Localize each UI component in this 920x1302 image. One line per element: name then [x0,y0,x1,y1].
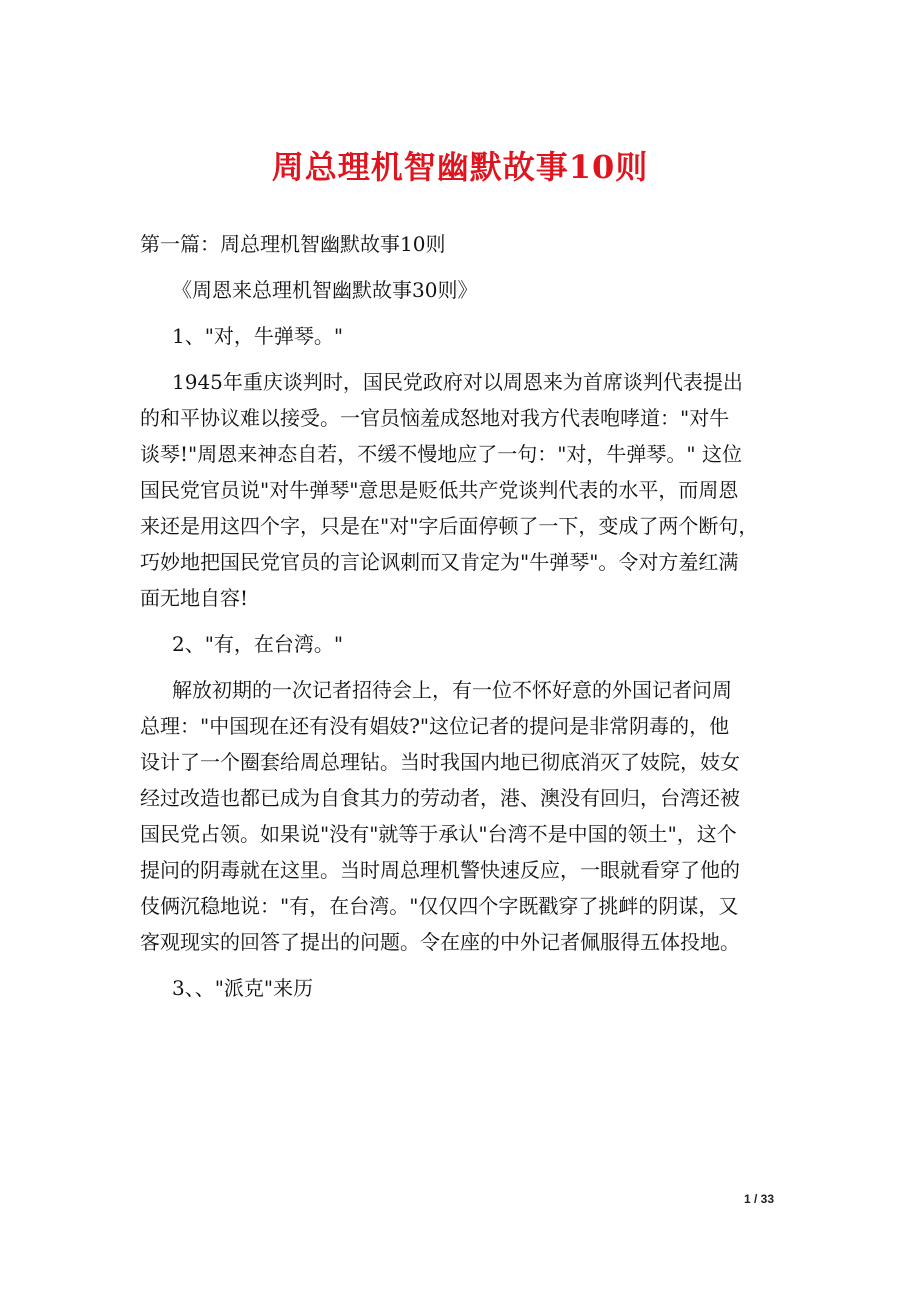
story-1-paragraph [140,364,790,616]
page-indicator: 1 / 33 [744,1192,775,1206]
story-2-line: 伎俩沉稳地说："有，在台湾。"仅仅四个字既戳穿了挑衅的阴谋，又 [140,894,739,918]
story-1-heading: 1、"对，牛弹琴。" [172,324,344,348]
story-2-line: 经过改造也都已成为自食其力的劳动者，港、澳没有回归，台湾还被 [140,786,740,810]
story-2-line: 国民党占领。如果说"没有"就等于承认"台湾不是中国的领土"，这个 [140,822,737,846]
document-body [140,226,790,1006]
section-heading: 第一篇：周总理机智幽默故事10则 [140,232,446,256]
story-1-line: 巧妙地把国民党官员的言论讽刺而又肯定为"牛弹琴"。令对方羞红满 [140,550,739,574]
story-2-line: 解放初期的一次记者招待会上，有一位不怀好意的外国记者问周 [172,678,732,702]
story-1-line: 来还是用这四个字，只是在"对"字后面停顿了一下，变成了两个断句， [140,514,759,538]
story-2-line: 客观现实的回答了提出的问题。令在座的中外记者佩服得五体投地。 [140,930,740,954]
story-1-line: 国民党官员说"对牛弹琴"意思是贬低共产党谈判代表的水平，而周恩 [140,478,739,502]
story-3-heading: 3、、"派克"来历 [172,976,314,1000]
story-1-line: 面无地自容! [140,586,249,610]
story-1-line: 1945年重庆谈判时，国民党政府对以周恩来为首席谈判代表提出 [172,370,743,394]
story-2-heading: 2、"有，在台湾。" [172,632,344,656]
story-2-paragraph [140,672,790,960]
story-1-line: 的和平协议难以接受。一官员恼羞成怒地对我方代表咆哮道："对牛 [140,406,730,430]
story-2-line: 设计了一个圈套给周总理钻。当时我国内地已彻底消灭了妓院，妓女 [140,750,740,774]
book-title: 《周恩来总理机智幽默故事30则》 [172,278,478,302]
story-2-line: 总理："中国现在还有没有娼妓?"这位记者的提问是非常阴毒的，他 [140,714,730,738]
story-1-line: 谈琴!"周恩来神态自若，不缓不慢地应了一句："对，牛弹琴。" 这位 [140,442,742,466]
story-2-line: 提问的阴毒就在这里。当时周总理机警快速反应，一眼就看穿了他的 [140,858,740,882]
document-title: 周总理机智幽默故事10则 [271,148,649,186]
